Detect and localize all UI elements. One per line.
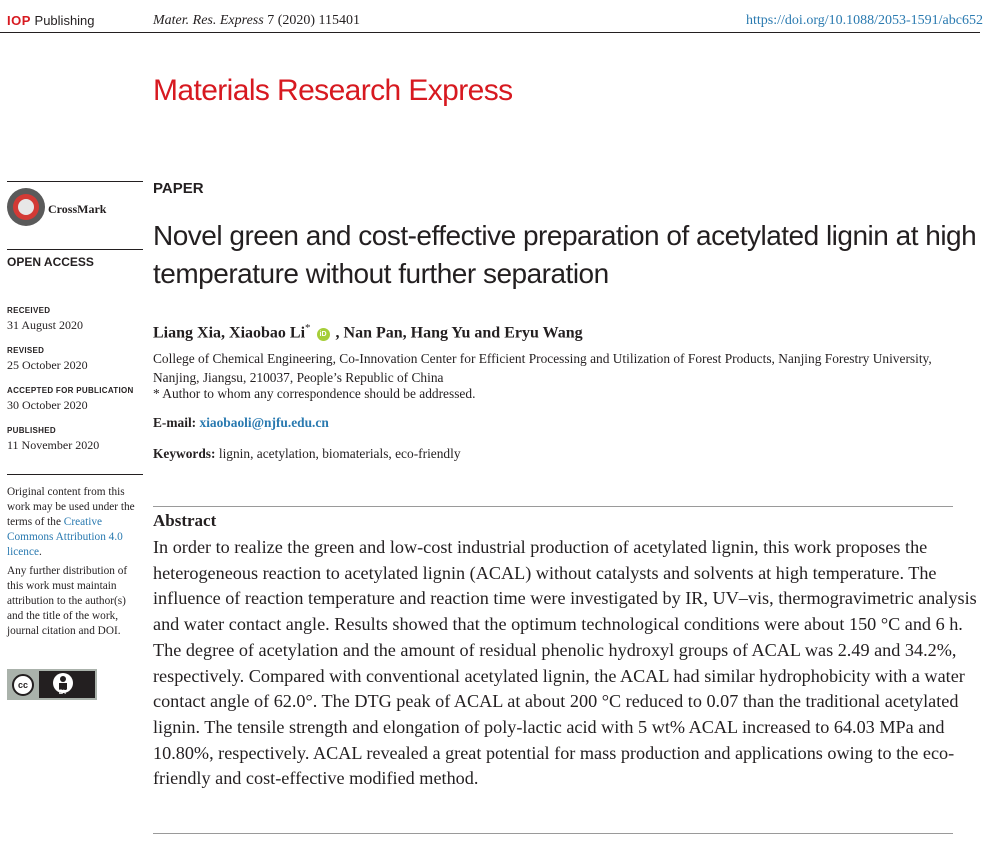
sidebar-divider (7, 474, 143, 475)
journal-citation (153, 13, 360, 29)
crossmark-icon (7, 188, 45, 226)
history-date: 31 August 2020 (7, 318, 84, 332)
history-published (7, 426, 143, 453)
license-paragraph: Original content from this work may be used under the terms of the Creative Commons Attribution 4.0 licence. (7, 486, 135, 558)
history-date: 11 November 2020 (7, 438, 100, 452)
header-divider (0, 32, 980, 33)
abstract-divider (153, 506, 953, 507)
journal-abbrev: Mater. Res. Express (153, 13, 264, 28)
orcid-icon[interactable]: iD (317, 328, 330, 341)
history-label: RECEIVED (7, 306, 51, 315)
sidebar-divider (7, 249, 143, 250)
sidebar-divider (7, 181, 143, 182)
license-text (7, 485, 143, 639)
history-label: REVISED (7, 346, 45, 355)
email-link[interactable]: xiaobaoli@njfu.edu.cn (199, 415, 329, 430)
cc-icon: cc (12, 674, 34, 696)
journal-name: Materials Research Express (153, 74, 513, 107)
publisher-text: Publishing (34, 13, 95, 28)
doi-link[interactable]: https://doi.org/10.1088/2053-1591/abc652 (746, 13, 983, 28)
author-list (153, 322, 583, 342)
history-accepted (7, 386, 143, 413)
article-type: PAPER (153, 180, 204, 197)
history-label: ACCEPTED FOR PUBLICATION (7, 386, 134, 395)
page-header (0, 0, 1001, 34)
article-title: Novel green and cost-effective preparation of acetylated lignin at high temperature without further separation (153, 220, 977, 289)
affiliation: College of Chemical Engineering, Co-Innovation Center for Efficient Processing and Utilization of Forest Products, Nanjing Forestry University, Nanjing, Jiangsu, 210037, People’s Republic of China (153, 351, 932, 385)
history-date: 25 October 2020 (7, 358, 88, 372)
crossmark-button[interactable] (7, 188, 143, 232)
correspondence-note: * Author to whom any correspondence should be addressed. (153, 386, 476, 401)
cc-licence-link[interactable]: Creative Commons Attribution 4.0 licence (7, 516, 123, 558)
abstract-text: In order to realize the green and low-cost industrial production of acetylated lignin, this work proposes the heterogeneous reaction to acetylated lignin (ACAL) without catalysts and solvents at high temperature. The influence of reaction temperature and reaction time were investigated by IR, UV–vis, thermogravimetric analysis and water contact angle. Results showed that the optimum technological conditions were about 150 °C and 6 h. The degree of acetylation and the amount of residual phenolic hydroxyl groups of ACAL was 2.49 and 34.2%, respectively. Compared with conventional acetylated lignin, the ACAL had similar hydrophobicity with a water contact angle of 62.0°. The DTG peak of ACAL at about 200 °C reduced to 0.07 than the traditional acetylated lignin. The tensile strength and elongation of poly-lactic acid with 5 wt% ACAL increased to 64.03 MPa and 10.80%, respectively. ACAL revealed a great potential for mass production and applications owing to the eco-friendly and cost-effective modified method. (153, 537, 977, 789)
keywords-line (153, 446, 461, 462)
keywords-value: lignin, acetylation, biomaterials, eco-friendly (218, 446, 461, 461)
license-paragraph: Any further distribution of this work must maintain attribution to the author(s) and the title of the work, journal citation and DOI. (7, 565, 128, 637)
cc-by-badge[interactable] (7, 669, 97, 700)
history-received (7, 306, 143, 333)
open-access-label: OPEN ACCESS (7, 255, 94, 269)
corresponding-star: * (305, 322, 311, 334)
authors-first: Liang Xia, Xiaobao Li (153, 324, 306, 342)
publisher-mark: IOP (7, 13, 31, 28)
abstract-heading: Abstract (153, 511, 217, 530)
publisher-logo (7, 13, 95, 28)
email-line (153, 415, 329, 431)
cc-by-label: BY (58, 690, 68, 696)
abstract-divider (153, 833, 953, 834)
history-label: PUBLISHED (7, 426, 56, 435)
volume: 7 (267, 13, 275, 28)
crossmark-label: CrossMark (48, 202, 107, 216)
keywords-label: Keywords: (153, 446, 216, 461)
authors-rest: , Nan Pan, Hang Yu and Eryu Wang (335, 324, 583, 342)
history-revised (7, 346, 143, 373)
history-date: 30 October 2020 (7, 398, 88, 412)
email-label: E-mail: (153, 415, 197, 430)
citation-rest: (2020) 115401 (277, 13, 360, 28)
